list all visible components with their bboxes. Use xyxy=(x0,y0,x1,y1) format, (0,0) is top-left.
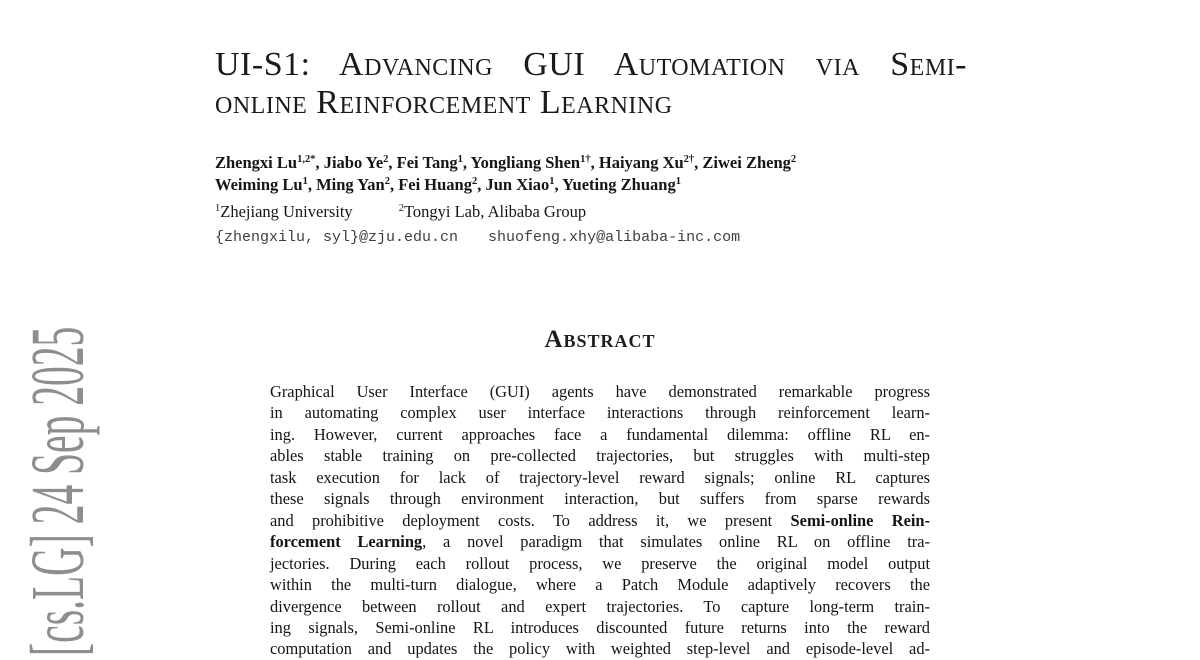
email-zju: {zhengxilu, syl}@zju.edu.cn xyxy=(215,229,459,246)
superscript: 2 xyxy=(790,154,797,165)
affiliation-line xyxy=(215,201,975,223)
text-segment: , Yueting Zhuang xyxy=(554,175,676,194)
arxiv-watermark: [cs.LG] 24 Sep 2025 xyxy=(16,326,100,656)
affiliation-sup-1: 1 xyxy=(215,203,221,214)
abstract-line xyxy=(270,488,930,509)
text-segment: within the multi-turn dialogue, where a Patch Module adaptively recovers the xyxy=(270,575,930,595)
superscript: 2 xyxy=(472,176,478,187)
abstract-line xyxy=(270,381,930,402)
text-segment: , Yongliang Shen xyxy=(462,153,581,172)
abstract-line xyxy=(270,638,930,659)
superscript: 2 xyxy=(383,154,389,165)
author-line-2 xyxy=(215,174,975,196)
superscript: 1 xyxy=(457,154,463,165)
abstract-line xyxy=(270,510,930,531)
abstract-line xyxy=(270,553,930,574)
text-segment: Graphical User Interface (GUI) agents have demonstrated remarkable progress xyxy=(270,382,930,401)
text-segment: ing signals, Semi-online RL introduces discounted future returns into the reward xyxy=(270,617,930,637)
text-segment: in automating complex user interface interactions through reinforcement learn- xyxy=(270,403,930,423)
text-segment: ables stable training on pre-collected trajectories, but struggles with multi-step xyxy=(270,446,930,466)
superscript: 1† xyxy=(580,154,591,165)
author-block xyxy=(215,152,975,249)
text-segment: , Fei Huang xyxy=(389,175,472,194)
text-segment: , Fei Tang xyxy=(388,153,458,172)
text-segment: computation and updates the policy with weighted step-level and episode-level ad- xyxy=(270,639,930,659)
text-segment: task execution for lack of trajectory-level reward signals; online RL captures xyxy=(270,467,930,487)
text-segment: these signals through environment interaction, but suffers from sparse rewards xyxy=(270,489,930,509)
abstract-body xyxy=(270,381,930,660)
text-segment: and prohibitive deployment costs. To address it, we present xyxy=(270,510,791,530)
superscript: 1,2* xyxy=(297,154,316,165)
abstract-line xyxy=(270,574,930,595)
abstract-line xyxy=(270,596,930,617)
abstract-line xyxy=(270,445,930,466)
affiliation-name-2: Tongyi Lab, Alibaba Group xyxy=(403,202,587,221)
text-segment: Semi-online Rein- xyxy=(790,510,930,530)
superscript: 1 xyxy=(675,176,681,187)
affiliation-zhejiang xyxy=(215,202,353,221)
abstract-line xyxy=(270,424,930,445)
superscript: 1 xyxy=(549,176,555,187)
text-segment: divergence between rollout and expert trajectories. To capture long-term train- xyxy=(270,596,930,616)
abstract-heading: Abstract xyxy=(544,326,656,353)
text-segment: jectories. During each rollout process, we preserve the original model output xyxy=(270,553,930,573)
paper-title-line-1: UI-S1: Advancing GUI Automation via Semi- xyxy=(215,46,967,83)
text-segment: Zhengxi Lu xyxy=(215,153,298,172)
text-segment: , a novel paradigm that simulates online RL on offline tra- xyxy=(422,532,930,552)
text-segment: , Jun Xiao xyxy=(477,175,550,194)
text-segment: Weiming Lu xyxy=(215,175,303,194)
affiliation-tongyi xyxy=(399,202,586,221)
email-line xyxy=(215,227,975,249)
author-line-1 xyxy=(215,152,975,174)
abstract-line xyxy=(270,402,930,423)
superscript: 1 xyxy=(302,176,308,187)
paper-title-line-2: online Reinforcement Learning xyxy=(215,84,673,121)
text-segment: , Ming Yan xyxy=(307,175,385,194)
abstract-line xyxy=(270,617,930,638)
affiliation-sup-2: 2 xyxy=(398,203,404,214)
email-alibaba: shuofeng.xhy@alibaba-inc.com xyxy=(488,229,741,246)
affiliation-name-1: Zhejiang University xyxy=(220,202,353,221)
superscript: 2† xyxy=(683,154,695,165)
text-segment: forcement Learning xyxy=(270,532,423,552)
text-segment: , Ziwei Zheng xyxy=(694,153,791,172)
text-segment: ing. However, current approaches face a fundamental dilemma: offline RL en- xyxy=(270,424,930,444)
abstract-line xyxy=(270,467,930,488)
superscript: 2 xyxy=(384,176,390,187)
text-segment: , Jiabo Ye xyxy=(315,153,384,172)
paper-title xyxy=(215,46,967,122)
text-segment: , Haiyang Xu xyxy=(590,153,684,172)
abstract-line xyxy=(270,531,930,552)
